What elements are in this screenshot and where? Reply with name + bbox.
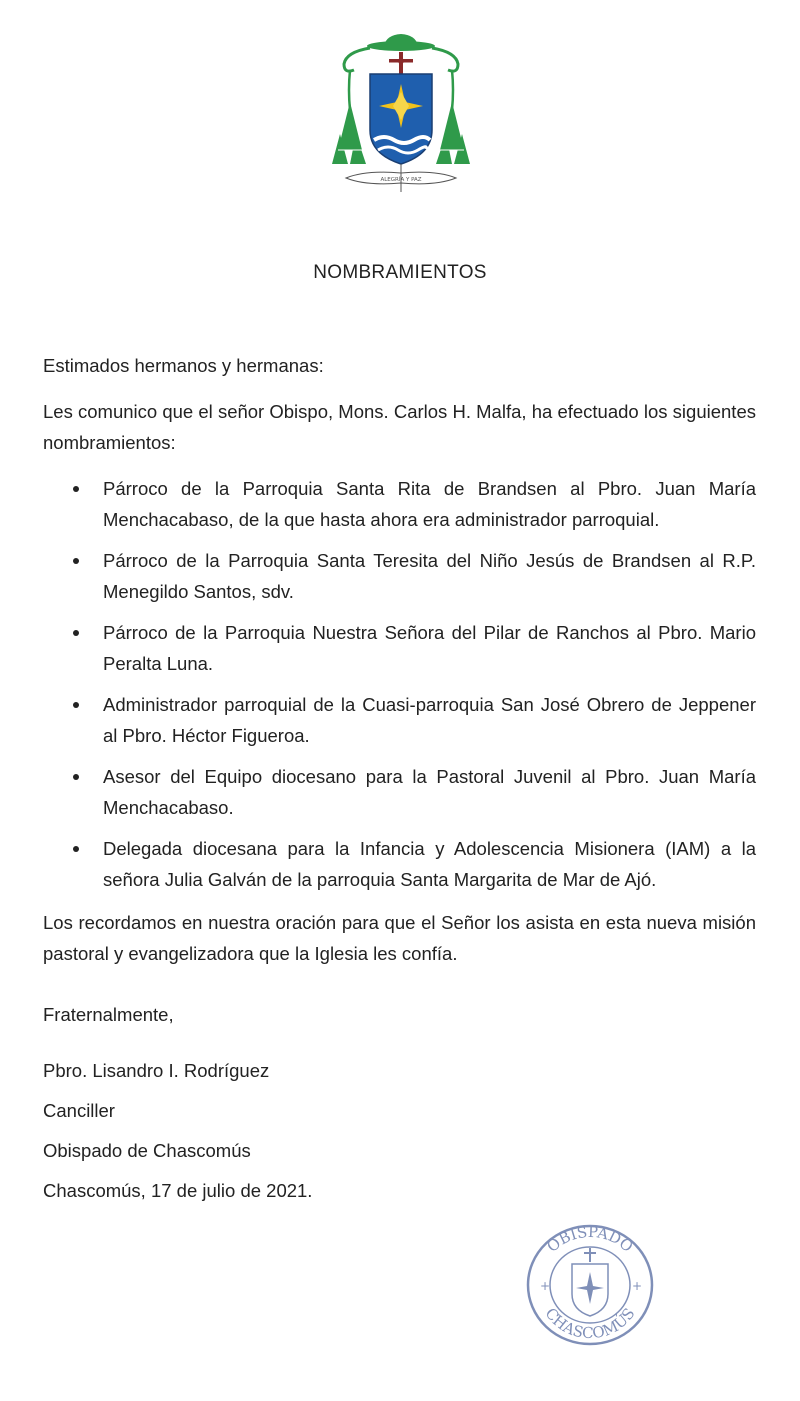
bullet-icon bbox=[73, 486, 79, 492]
coat-of-arms-logo bbox=[326, 30, 476, 195]
closing-paragraph: Los recordamos en nuestra oración para que el Señor los asista en esta nueva misión pastoral y evangelizadora que la Iglesia les confía. bbox=[43, 912, 756, 964]
place-date: Chascomús, 17 de julio de 2021. bbox=[43, 1180, 313, 1201]
bullet-icon bbox=[73, 846, 79, 852]
intro-paragraph: Les comunico que el señor Obispo, Mons. Carlos H. Malfa, ha efectuado los siguientes nombramientos: bbox=[43, 401, 756, 453]
appointment-text: Párroco de la Parroquia Santa Rita de Brandsen al Pbro. Juan María Menchacabaso, de la que hasta ahora era administrador parroquial. bbox=[103, 478, 756, 530]
appointment-text: Administrador parroquial de la Cuasi-parroquia San José Obrero de Jeppener al Pbro. Héctor Figueroa. bbox=[103, 694, 756, 746]
bullet-icon bbox=[73, 558, 79, 564]
farewell: Fraternalmente, bbox=[43, 1004, 174, 1025]
page-title: NOMBRAMIENTOS bbox=[313, 262, 487, 283]
list-item bbox=[43, 761, 756, 823]
list-item bbox=[43, 689, 756, 751]
letter-body bbox=[43, 350, 756, 1211]
signer-name: Pbro. Lisandro I. Rodríguez bbox=[43, 1060, 270, 1081]
svg-text:+: + bbox=[540, 1279, 551, 1293]
bullet-icon bbox=[73, 774, 79, 780]
seal-bottom-text: CHASCOMÚS bbox=[541, 1304, 639, 1343]
appointments-list bbox=[43, 473, 756, 895]
signer-office: Obispado de Chascomús bbox=[43, 1140, 251, 1161]
appointment-text: Párroco de la Parroquia Santa Teresita del Niño Jesús de Brandsen al R.P. Menegildo Santos, sdv. bbox=[103, 550, 756, 602]
appointment-text: Delegada diocesana para la Infancia y Adolescencia Misionera (IAM) a la señora Julia Galván de la parroquia Santa Margarita de Mar de Ajó. bbox=[103, 838, 756, 890]
list-item bbox=[43, 617, 756, 679]
signature-block bbox=[43, 1051, 756, 1211]
bullet-icon bbox=[73, 630, 79, 636]
svg-text:+: + bbox=[632, 1279, 643, 1293]
seal-top-text: OBISPADO bbox=[543, 1222, 637, 1256]
official-seal-stamp bbox=[524, 1222, 656, 1348]
bullet-icon bbox=[73, 702, 79, 708]
coat-of-arms-motto: ALEGRÍA Y PAZ bbox=[380, 177, 422, 183]
list-item bbox=[43, 545, 756, 607]
list-item bbox=[43, 473, 756, 535]
appointment-text: Asesor del Equipo diocesano para la Pastoral Juvenil al Pbro. Juan María Menchacabaso. bbox=[103, 766, 756, 818]
list-item bbox=[43, 833, 756, 895]
appointment-text: Párroco de la Parroquia Nuestra Señora del Pilar de Ranchos al Pbro. Mario Peralta Luna. bbox=[103, 622, 756, 674]
signer-role: Canciller bbox=[43, 1100, 115, 1121]
greeting: Estimados hermanos y hermanas: bbox=[43, 355, 324, 376]
